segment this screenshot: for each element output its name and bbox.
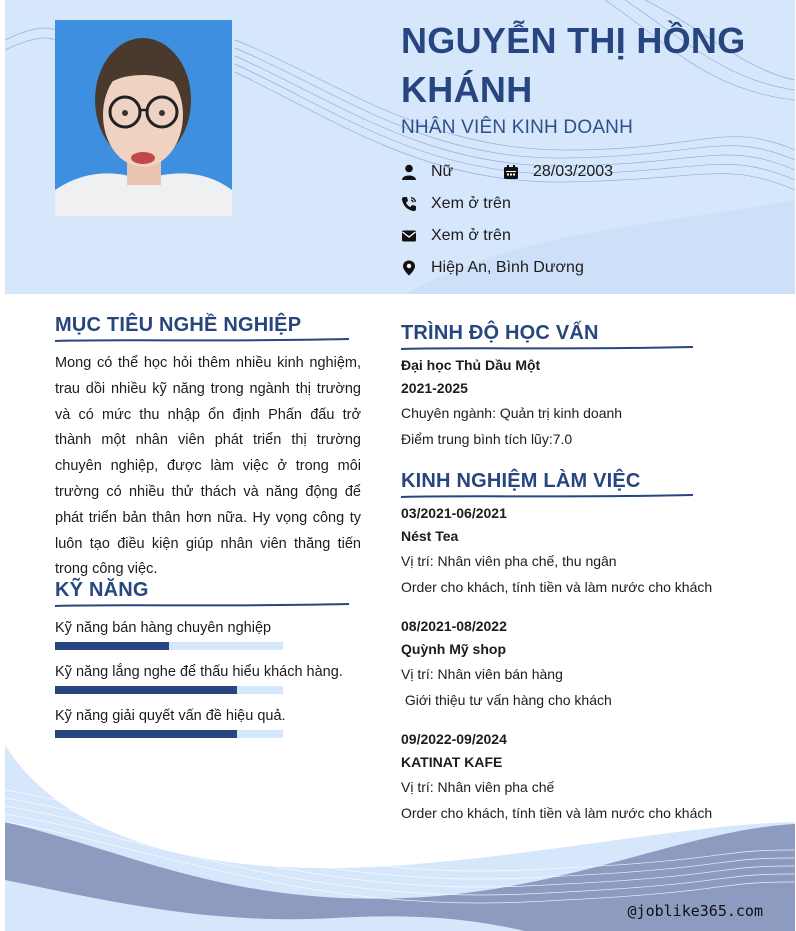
profile-photo [55, 20, 232, 216]
birthday-value: 28/03/2003 [533, 163, 614, 180]
education-school: Đại học Thủ Dầu Một [401, 357, 541, 373]
phone-value: Xem ở trên [431, 195, 511, 212]
experience-position: Vị trí: Nhân viên pha chế [401, 779, 555, 795]
skills-heading: KỸ NĂNG [55, 579, 149, 601]
location-pin-icon [401, 260, 417, 276]
education-period: 2021-2025 [401, 380, 468, 396]
education-major: Chuyên ngành: Quản trị kinh doanh [401, 405, 623, 421]
experience-period: 09/2022-09/2024 [401, 731, 507, 747]
objective-heading: MỤC TIÊU NGHỀ NGHIỆP [55, 314, 302, 336]
skill-bar-fill [55, 686, 237, 694]
calendar-icon [503, 164, 519, 180]
email-value: Xem ở trên [431, 227, 511, 244]
experience-description: Giới thiệu tư vấn hàng cho khách [401, 692, 612, 708]
experience-company: Nést Tea [401, 528, 459, 544]
skill-label: Kỹ năng giải quyết vấn đề hiệu quả. [55, 708, 286, 724]
envelope-icon [401, 228, 417, 244]
experience-position: Vị trí: Nhân viên pha chế, thu ngân [401, 553, 617, 569]
skill-bar [55, 642, 283, 650]
address-row [401, 259, 584, 277]
candidate-name: NGUYỄN THỊ HỒNG KHÁNH [401, 20, 746, 110]
experience-company: Quỳnh Mỹ shop [401, 641, 506, 657]
address-value: Hiệp An, Bình Dương [431, 259, 584, 276]
user-icon [401, 164, 417, 180]
gender-value: Nữ [431, 163, 454, 180]
watermark-text: @joblike365.com [627, 902, 763, 920]
experience-underline [401, 493, 693, 499]
experience-description: Order cho khách, tính tiền và làm nước cho khách [401, 579, 713, 595]
education-heading: TRÌNH ĐỘ HỌC VẤN [401, 322, 599, 344]
skill-bar [55, 686, 283, 694]
email-row [401, 227, 511, 245]
skill-bar-fill [55, 642, 169, 650]
cv-header [5, 0, 795, 294]
experience-description: Order cho khách, tính tiền và làm nước cho khách [401, 805, 713, 821]
objective-text: Mong có thể học hỏi thêm nhiều kinh nghiệm, trau dồi nhiều kỹ năng trong ngành thị trường và có mức thu nhập ổn định Phấn đấu trở thành một nhân viên phát triển thị trường chuyên nghiệp, được làm việc ở trong môi trường có nhiều thử thách và năng động để phát triển bản thân hơn nữa. Hy vọng công ty luôn tạo điều kiện giúp nhân viên thăng tiến trong công việc. [55, 355, 361, 578]
gender-row [401, 163, 453, 181]
skills-underline [55, 602, 349, 608]
experience-period: 03/2021-06/2021 [401, 505, 507, 521]
phone-row [401, 195, 511, 213]
birthday-row [503, 163, 613, 181]
experience-position: Vị trí: Nhân viên bán hàng [401, 666, 563, 682]
experience-company: KATINAT KAFE [401, 754, 503, 770]
education-gpa: Điểm trung bình tích lũy:7.0 [401, 431, 573, 447]
skill-label: Kỹ năng bán hàng chuyên nghiệp [55, 620, 272, 636]
skill-label: Kỹ năng lắng nghe để thấu hiểu khách hàng. [55, 664, 343, 680]
candidate-role: NHÂN VIÊN KINH DOANH [401, 117, 634, 138]
experience-heading: KINH NGHIỆM LÀM VIỆC [401, 470, 641, 492]
skill-bar-fill [55, 730, 237, 738]
skill-bar [55, 730, 283, 738]
cv-page [5, 0, 795, 931]
experience-period: 08/2021-08/2022 [401, 618, 507, 634]
objective-underline [55, 337, 349, 343]
phone-icon [401, 196, 417, 212]
footer-wave-decoration [5, 730, 795, 931]
education-underline [401, 345, 693, 351]
